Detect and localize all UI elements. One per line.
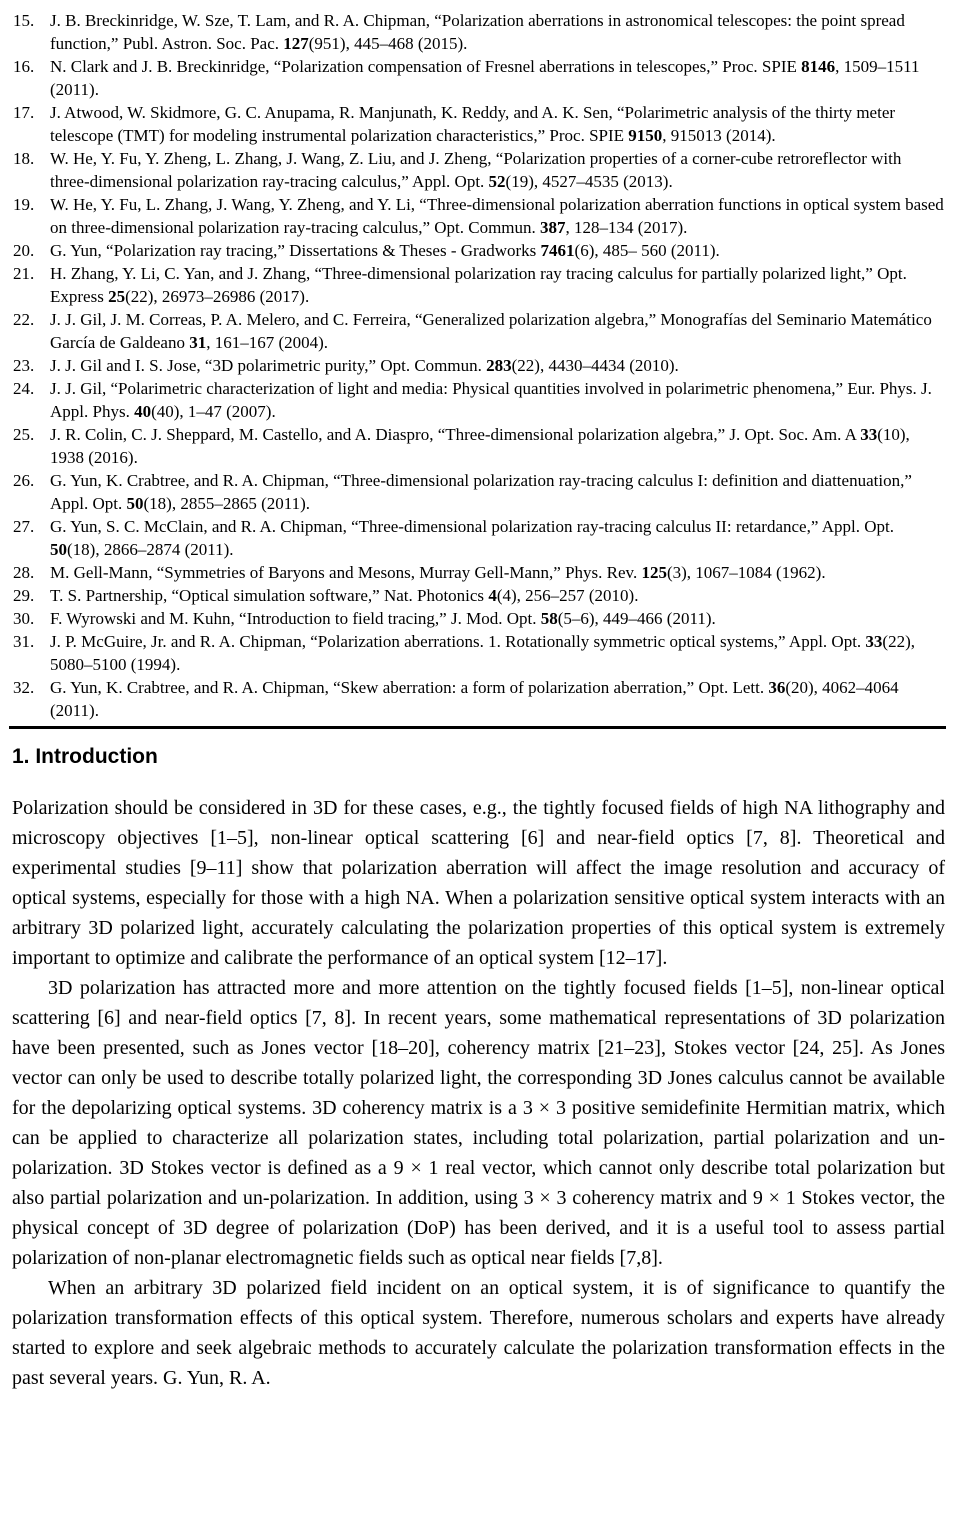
reference-number: 22. xyxy=(13,310,35,329)
reference-text: J. Atwood, W. Skidmore, G. C. Anupama, R. Manjunath, K. Reddy, and A. K. Sen, “Polarimetric analysis of the thirty meter telescope (TMT) for modeling instrumental polarization characteristics,” Proc. SPIE 9150, 915013 (2014). xyxy=(50,103,896,145)
reference-item xyxy=(13,607,945,630)
reference-item xyxy=(13,423,945,469)
reference-text: J. J. Gil and I. S. Jose, “3D polarimetric purity,” Opt. Commun. 283(22), 4430–4434 (2010). xyxy=(50,356,679,375)
section-heading: 1. Introduction xyxy=(12,745,158,768)
reference-number: 32. xyxy=(13,678,35,697)
reference-number: 29. xyxy=(13,586,35,605)
reference-number: 23. xyxy=(13,356,35,375)
reference-item xyxy=(13,55,945,101)
reference-item xyxy=(13,561,945,584)
reference-item xyxy=(13,676,945,722)
references-list xyxy=(0,0,976,722)
reference-item xyxy=(13,262,945,308)
reference-text: H. Zhang, Y. Li, C. Yan, and J. Zhang, “Three-dimensional polarization ray tracing calculus for partially polarized light,” Opt. Express 25(22), 26973–26986 (2017). xyxy=(50,264,907,306)
reference-text: N. Clark and J. B. Breckinridge, “Polarization compensation of Fresnel aberrations in telescopes,” Proc. SPIE 8146, 1509–1511 (2011). xyxy=(50,57,920,99)
reference-item xyxy=(13,584,945,607)
reference-text: G. Yun, “Polarization ray tracing,” Dissertations & Theses - Gradworks 7461(6), 485– 560 (2011). xyxy=(50,241,720,260)
reference-item xyxy=(13,308,945,354)
reference-number: 27. xyxy=(13,517,35,536)
reference-item xyxy=(13,147,945,193)
reference-text: G. Yun, K. Crabtree, and R. A. Chipman, “Skew aberration: a form of polarization aberration,” Opt. Lett. 36(20), 4062–4064 (2011). xyxy=(50,678,899,720)
reference-item xyxy=(13,377,945,423)
reference-number: 30. xyxy=(13,609,35,628)
reference-number: 21. xyxy=(13,264,35,283)
reference-number: 15. xyxy=(13,11,35,30)
reference-number: 16. xyxy=(13,57,35,76)
reference-text: J. B. Breckinridge, W. Sze, T. Lam, and R. A. Chipman, “Polarization aberrations in astronomical telescopes: the point spread function,” Publ. Astron. Soc. Pac. 127(951), 445–468 (2015). xyxy=(50,11,905,53)
reference-number: 26. xyxy=(13,471,35,490)
reference-item xyxy=(13,354,945,377)
reference-number: 25. xyxy=(13,425,35,444)
reference-item xyxy=(13,515,945,561)
reference-number: 18. xyxy=(13,149,35,168)
introduction-body xyxy=(12,793,945,1393)
reference-text: J. J. Gil, J. M. Correas, P. A. Melero, and C. Ferreira, “Generalized polarization algebra,” Monografías del Seminario Matemático García de Galdeano 31, 161–167 (2004). xyxy=(50,310,932,352)
reference-text: G. Yun, K. Crabtree, and R. A. Chipman, “Three-dimensional polarization ray-tracing calculus I: definition and diattenuation,” Appl. Opt. 50(18), 2855–2865 (2011). xyxy=(50,471,912,513)
paragraph: 3D polarization has attracted more and more attention on the tightly focused fields [1–5], non-linear optical scattering [6] and near-field optics [7, 8]. In recent years, some mathematical representations of 3D polarization have been presented, such as Jones vector [18–20], coherency matrix [21–23], Stokes vector [24, 25]. As Jones vector can only be used to describe totally polarized light, the corresponding 3D Jones calculus cannot be available for the depolarizing optical systems. 3D coherency matrix is a 3 × 3 positive semidefinite Hermitian matrix, which can be applied to characterize all polarization states, including total polarization, partial polarization and un-polarization. 3D Stokes vector is defined as a 9 × 1 real vector, which cannot only describe total polarization but also partial polarization and un-polarization. In addition, using 3 × 3 coherency matrix and 9 × 1 Stokes vector, the physical concept of 3D degree of polarization (DoP) has been derived, and it is a useful tool to assess partial polarization of non-planar electromagnetic fields such as optical near fields [7,8]. xyxy=(12,977,945,1269)
reference-item xyxy=(13,101,945,147)
paragraph: Polarization should be considered in 3D for these cases, e.g., the tightly focused fields of high NA lithography and microscopy objectives [1–5], non-linear optical scattering [6] and near-field optics [7, 8]. Theoretical and experimental studies [9–11] show that polarization aberration will affect the image resolution and accuracy of optical systems, especially for those with a high NA. When a polarization sensitive optical system interacts with an arbitrary 3D polarized light, accurately calculating the polarization properties of this optical system is extremely important to optimize and calibrate the performance of an optical system [12–17]. xyxy=(12,797,945,969)
reference-text: J. J. Gil, “Polarimetric characterization of light and media: Physical quantities involved in polarimetric phenomena,” Eur. Phys. J. Appl. Phys. 40(40), 1–47 (2007). xyxy=(50,379,932,421)
reference-number: 20. xyxy=(13,241,35,260)
reference-text: T. S. Partnership, “Optical simulation software,” Nat. Photonics 4(4), 256–257 (2010). xyxy=(50,586,639,605)
reference-number: 24. xyxy=(13,379,35,398)
reference-item xyxy=(13,469,945,515)
reference-text: W. He, Y. Fu, Y. Zheng, L. Zhang, J. Wang, Z. Liu, and J. Zheng, “Polarization properties of a corner-cube retroreflector with three-dimensional polarization ray-tracing calculus,” Appl. Opt. 52(19), 4527–4535 (2013). xyxy=(50,149,902,191)
reference-number: 31. xyxy=(13,632,35,651)
reference-item xyxy=(13,239,945,262)
reference-text: J. P. McGuire, Jr. and R. A. Chipman, “Polarization aberrations. 1. Rotationally symmetric optical systems,” Appl. Opt. 33(22), 5080–5100 (1994). xyxy=(50,632,915,674)
reference-number: 19. xyxy=(13,195,35,214)
reference-text: W. He, Y. Fu, L. Zhang, J. Wang, Y. Zheng, and Y. Li, “Three-dimensional polarization aberration functions in optical system based on three-dimensional polarization ray-tracing calculus,” Opt. Commun. 387, 128–134 (2017). xyxy=(50,195,944,237)
paragraph: When an arbitrary 3D polarized field incident on an optical system, it is of significance to quantify the polarization transformation effects of this optical system. Therefore, numerous scholars and experts have already started to explore and seek algebraic methods to accurately calculate the polarization transformation effects in the past several years. G. Yun, R. A. xyxy=(12,1277,945,1389)
reference-text: M. Gell-Mann, “Symmetries of Baryons and Mesons, Murray Gell-Mann,” Phys. Rev. 125(3), 1067–1084 (1962). xyxy=(50,563,826,582)
section-divider xyxy=(9,726,946,729)
reference-item xyxy=(13,630,945,676)
reference-number: 17. xyxy=(13,103,35,122)
reference-text: F. Wyrowski and M. Kuhn, “Introduction to field tracing,” J. Mod. Opt. 58(5–6), 449–466 (2011). xyxy=(50,609,716,628)
reference-text: G. Yun, S. C. McClain, and R. A. Chipman, “Three-dimensional polarization ray-tracing calculus II: retardance,” Appl. Opt. 50(18), 2866–2874 (2011). xyxy=(50,517,894,559)
reference-item xyxy=(13,193,945,239)
reference-item xyxy=(13,9,945,55)
reference-number: 28. xyxy=(13,563,35,582)
reference-text: J. R. Colin, C. J. Sheppard, M. Castello, and A. Diaspro, “Three-dimensional polarization algebra,” J. Opt. Soc. Am. A 33(10), 1938 (2016). xyxy=(50,425,910,467)
